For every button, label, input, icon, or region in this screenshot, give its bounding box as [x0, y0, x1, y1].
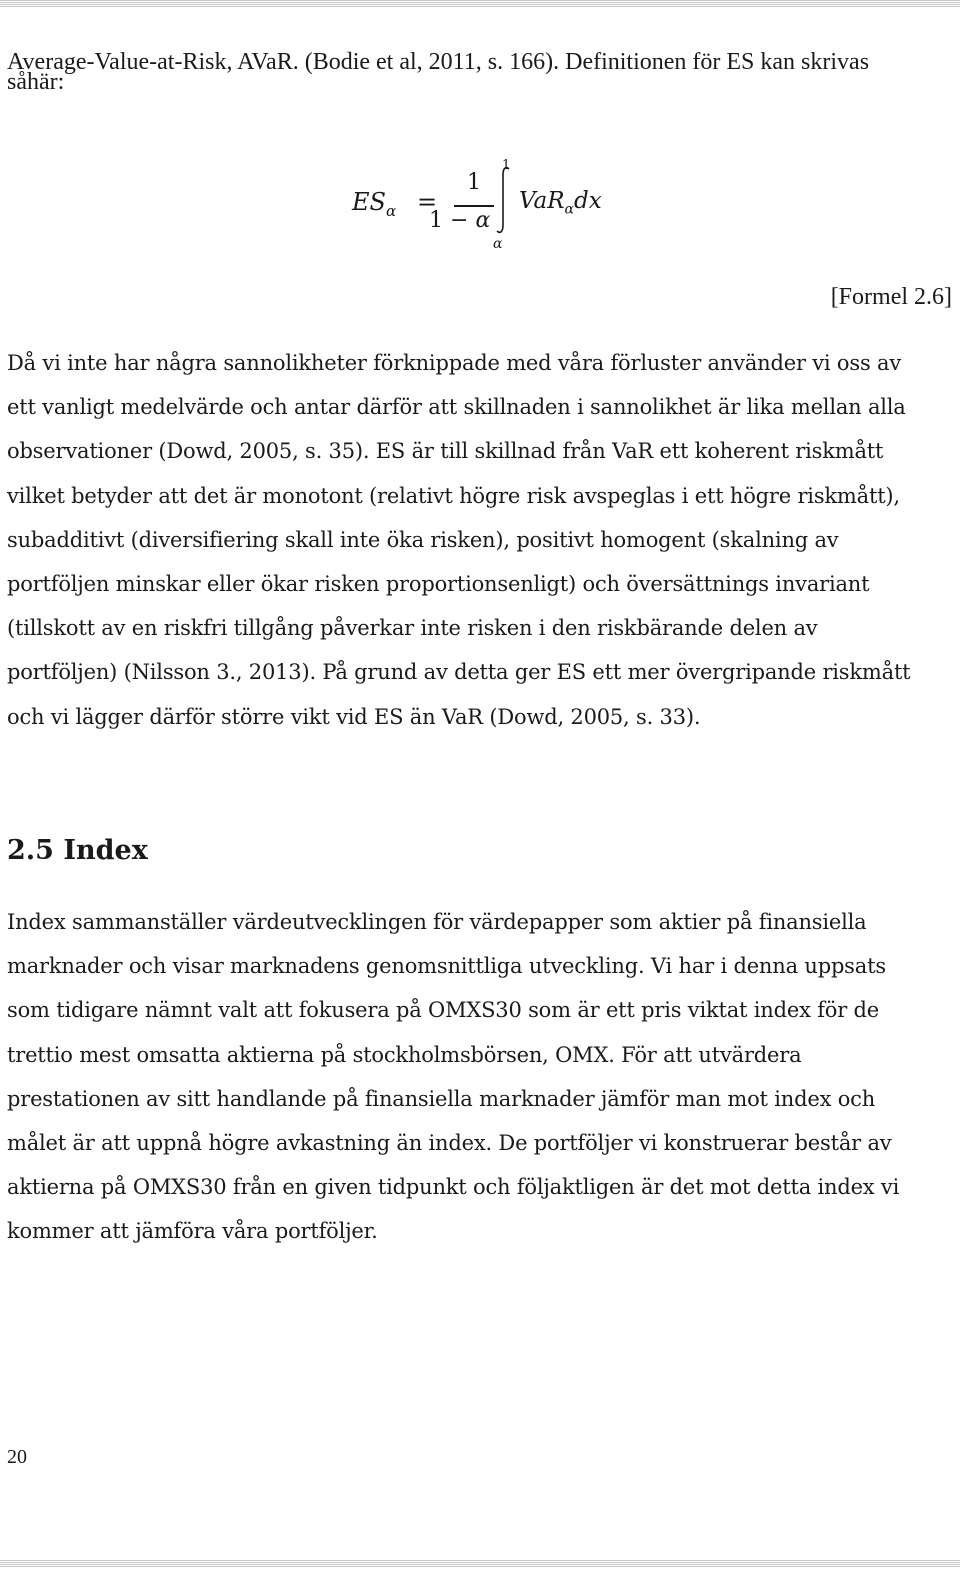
bottom-border — [0, 1560, 960, 1567]
paragraph-line: subadditivt (diversifiering skall inte öka risken), positivt homogent (skalning av — [7, 527, 839, 552]
paragraph-expected-shortfall — [7, 341, 953, 739]
section-heading: 2.5 Index — [7, 835, 148, 866]
paragraph-line: vilket betyder att det är monotont (relativt högre risk avspeglas i ett högre riskmått), — [7, 483, 900, 508]
top-border — [0, 0, 960, 7]
paragraph-line: aktierna på OMXS30 från en given tidpunkt och följaktligen är det mot detta index vi — [7, 1175, 900, 1200]
paragraph-line: Då vi inte har några sannolikheter förknippade med våra förluster använder vi oss av — [7, 351, 901, 375]
paragraph-line: Index sammanställer värdeutvecklingen för värdepapper som aktier på finansiella — [7, 910, 867, 934]
intro-line-2: såhär: — [7, 69, 65, 95]
paragraph-line: som tidigare nämnt valt att fokusera på OMXS30 som är ett pris viktat index för de — [7, 998, 879, 1023]
formula-expected-shortfall — [352, 150, 632, 260]
paragraph-line: (tillskott av en riskfri tillgång påverkar inte risken i den riskbärande delen av — [7, 616, 818, 641]
formula-denominator: 1 − α — [429, 208, 491, 233]
paragraph-line: målet är att uppnå högre avkastning än index. De portföljer vi konstruerar består av — [7, 1131, 892, 1156]
paragraph-line: portföljen) (Nilsson 3., 2013). På grund av detta ger ES ett mer övergripande riskmått — [7, 660, 911, 685]
paragraph-line: marknader och visar marknadens genomsnittliga utveckling. Vi har i denna uppsats — [7, 954, 886, 979]
paragraph-line: portföljen minskar eller ökar risken proportionsenligt) och översättnings invariant — [7, 572, 870, 597]
paragraph-line: trettio mest omsatta aktierna på stockholmsbörsen, OMX. För att utvärdera — [7, 1042, 802, 1067]
paragraph-line: prestationen av sitt handlande på finansiella marknader jämför man mot index och — [7, 1086, 876, 1111]
intro-line-1: Average-Value-at-Risk, AVaR. (Bodie et al, 2011, s. 166). Definitionen för ES kan skrivas — [7, 49, 870, 75]
paragraph-index — [7, 900, 953, 1254]
paragraph-line: observationer (Dowd, 2005, s. 35). ES är till skillnad från VaR ett koherent riskmått — [7, 439, 884, 464]
page-number: 20 — [7, 1446, 27, 1468]
formula-reference: [Formel 2.6] — [830, 284, 952, 310]
formula-numerator: 1 — [467, 170, 481, 195]
paragraph-line: ett vanligt medelvärde och antar därför att skillnaden i sannolikhet är lika mellan alla — [7, 395, 906, 420]
formula-equals: = — [417, 188, 438, 216]
paragraph-line: kommer att jämföra våra portföljer. — [7, 1219, 378, 1244]
paragraph-line: och vi lägger därför större vikt vid ES än VaR (Dowd, 2005, s. 33). — [7, 704, 701, 729]
integral-sign-icon — [492, 165, 514, 235]
formula-integrand: VaR$_\alpha$dx — [519, 188, 602, 218]
formula-upper-limit: 1 — [502, 158, 511, 173]
formula-lower-limit: α — [493, 236, 503, 252]
formula-fraction-bar — [454, 205, 494, 207]
formula-lhs: $ES_\alpha$ — [352, 188, 397, 220]
